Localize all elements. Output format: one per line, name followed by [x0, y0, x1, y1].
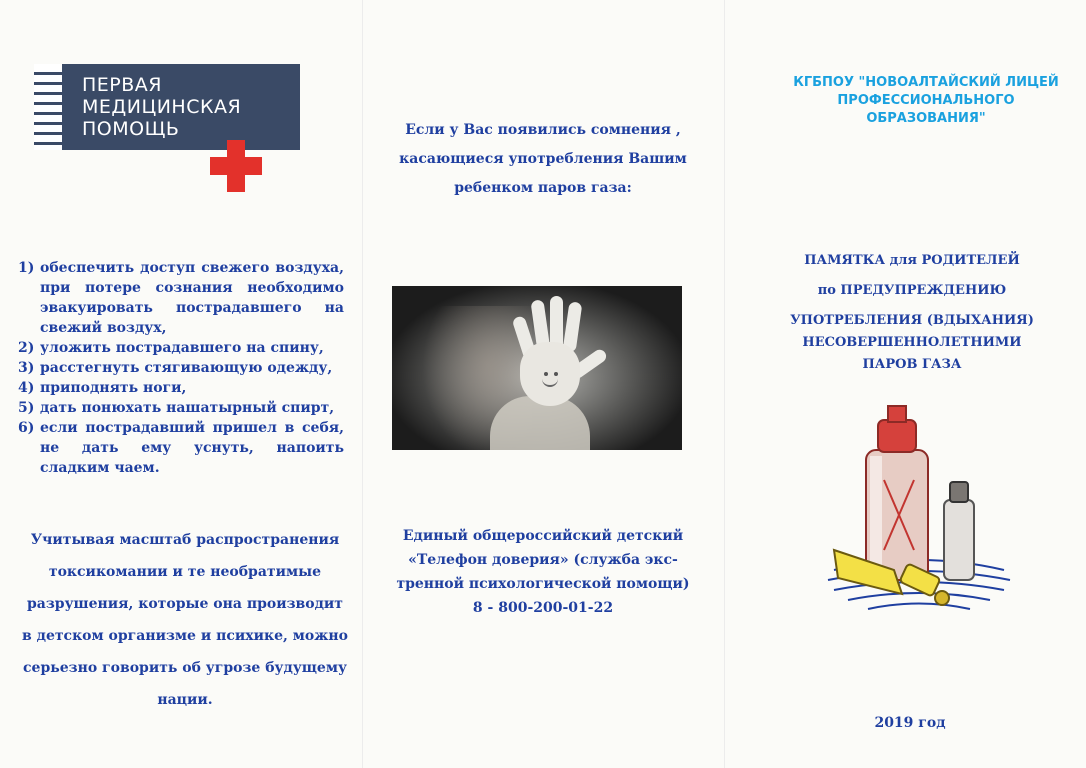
doubt-heading: Если у Вас появились сомнения , касающиеся употребления Вашим ребенком паров газа:: [399, 122, 687, 196]
helpline-block: [384, 524, 702, 620]
step-text: приподнять ноги,: [40, 380, 187, 396]
list-item: [18, 378, 344, 398]
memo-line: по ПРЕДУПРЕЖДЕНИЮ: [817, 283, 1007, 298]
aerosol-cans-illustration: [814, 400, 1024, 620]
step-number: 1): [18, 260, 35, 276]
child-hand-photo: [392, 286, 682, 450]
helpline-line: тренной психологической помощи): [396, 576, 690, 592]
step-number: 5): [18, 400, 35, 416]
list-item: [18, 338, 344, 358]
memo-title: [762, 250, 1062, 376]
closing-statement: Учитывая масштаб распространения токсикомании и те необратимые разрушения, которые она производит в детском организме и психике, можно серьезно говорить об угрозе будущему нации.: [22, 532, 348, 708]
logo-line: ПЕРВАЯ: [82, 74, 162, 96]
step-number: 2): [18, 340, 35, 356]
panel-left: [0, 0, 362, 768]
memo-line: ПАРОВ ГАЗА: [862, 357, 962, 372]
helpline-line: «Телефон доверия» (служба экс-: [408, 552, 678, 568]
step-text: уложить пострадавшего на спину,: [40, 340, 324, 356]
list-item: [18, 258, 344, 338]
logo-line: МЕДИЦИНСКАЯ: [82, 96, 242, 118]
memo-line: УПОТРЕБЛЕНИЯ (ВДЫХАНИЯ): [790, 313, 1034, 328]
list-item: [18, 358, 344, 378]
logo-title: [82, 74, 241, 140]
logo-line: ПОМОЩЬ: [82, 118, 180, 140]
memo-line: ПАМЯТКА для РОДИТЕЛЕЙ: [804, 253, 1020, 268]
first-aid-steps: [18, 258, 344, 478]
first-aid-logo: [34, 64, 300, 150]
memo-line: НЕСОВЕРШЕННОЛЕТНИМИ: [802, 335, 1022, 350]
list-item: [18, 398, 344, 418]
publication-year: 2019 год: [874, 715, 946, 731]
helpline-phone: 8 - 800-200-01-22: [472, 600, 614, 616]
panel-middle: [362, 0, 724, 768]
list-item: [18, 418, 344, 478]
red-cross-icon: [210, 140, 262, 192]
step-text: если пострадавший пришел в себя, не дать ему уснуть, напоить сладким чаем.: [40, 420, 344, 476]
step-number: 3): [18, 360, 35, 376]
smiley-icon: [536, 368, 566, 392]
panel-right: [724, 0, 1086, 768]
step-text: расстегнуть стягивающую одежду,: [40, 360, 333, 376]
step-number: 6): [18, 420, 35, 436]
helpline-line: Единый общероссийский детский: [402, 528, 684, 544]
logo-stripes: [34, 64, 62, 150]
step-text: дать понюхать нашатырный спирт,: [40, 400, 335, 416]
step-number: 4): [18, 380, 35, 396]
step-text: обеспечить доступ свежего воздуха, при потере сознания необходимо эвакуировать пострадавшего на свежий воздух,: [40, 260, 344, 336]
organization-name: КГБПОУ "НОВОАЛТАЙСКИЙ ЛИЦЕЙ ПРОФЕССИОНАЛЬНОГО ОБРАЗОВАНИЯ": [793, 75, 1059, 126]
